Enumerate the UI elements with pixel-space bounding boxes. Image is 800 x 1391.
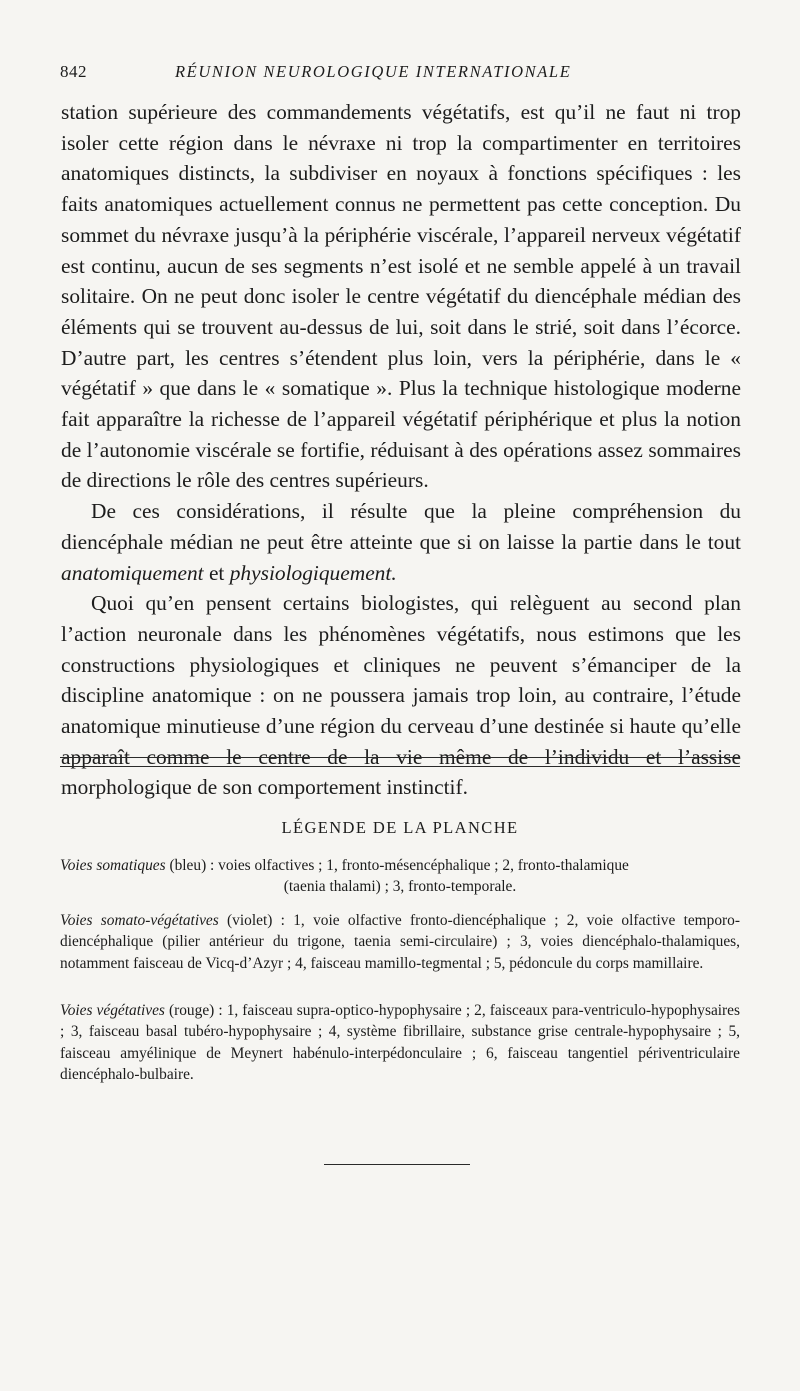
paragraph <box>61 496 741 588</box>
legend-entry-text: (bleu) : voies olfactives ; 1, fronto-mésencéphalique ; 2, fronto-thalamique <box>165 857 629 874</box>
paragraph-text: De ces considérations, il résulte que la pleine compréhension du diencéphale médian ne peut être atteinte que si on laisse la partie dans le tout <box>61 499 741 554</box>
legend-entry-vegetative <box>60 1000 740 1086</box>
emphasis-physiologiquement: physiologiquement. <box>229 560 397 585</box>
paragraph: Quoi qu’en pensent certains biologistes, qui relèguent au second plan l’action neuronale dans les phénomènes végétatifs, nous estimons que les constructions physiologiques et cliniques ne peuvent s’émanciper de la discipline anatomique : on ne poussera jamais trop loin, au contraire, l’étude anatomique minutieuse d’une région du cerveau d’une destinée si haute qu’elle apparaît comme le centre de la vie même de l’individu et l’assise morphologique de son comportement instinctif. <box>61 591 741 800</box>
emphasis-anatomiquement: anatomiquement <box>61 560 204 585</box>
legend-entry-somatic <box>60 855 740 898</box>
paragraph: station supérieure des commandements végétatifs, est qu’il ne faut ni trop isoler cette région dans le névraxe ni trop la compartimenter en territoires anatomiques distincts, la subdiviser en noyaux à fonctions spécifiques : les faits anatomiques actuellement connus ne permettent pas cette conception. Du sommet du névraxe jusqu’à la périphérie viscérale, l’appareil nerveux végétatif est continu, aucun de ses segments n’est isolé et ne semble appelé à un travail solitaire. On ne peut donc isoler le centre végétatif du diencéphale médian des éléments qui se trouvent au-dessus de lui, soit dans le strié, soit dans l’écorce. D’autre part, les centres s’étendent plus loin, vers la périphérie, dans le « végétatif » que dans le « somatique ». Plus la technique histologique moderne fait apparaître la richesse de l’appareil végétatif périphérique et plus la notion de l’autonomie viscérale se fortifie, réduisant à des opérations assez sommaires de directions le rôle des centres supérieurs. <box>61 100 741 493</box>
legend-entry-lead: Voies végétatives <box>60 1002 165 1019</box>
paragraph-text: et <box>203 560 230 585</box>
rule-line <box>60 766 740 767</box>
legend-entry-text: (violet) : 1, voie olfactive fronto-diencéphalique ; 2, voie olfactive temporo-diencéphalique (pilier antérieur du trigone, taenia semi-circulaire) ; 3, voies diencéphalo-thalamiques, notamment faisceau de Vicq-d’Azyr ; 4, faisceau mamillo-tegmental ; 5, pédoncule du corps mamillaire. <box>60 912 740 972</box>
legend-entry-text: (rouge) : 1, faisceau supra-optico-hypophysaire ; 2, faisceaux para-ventriculo-hypophysaires ; 3, faisceau basal tubéro-hypophysaire ; 4, système fibrillaire, substance grise centrale-hypophysaire ; 5, faisceau amyélinique de Meynert habénulo-interpédonculaire ; 6, faisceau tangentiel périventriculaire diencéphalo-bulbaire. <box>60 1002 740 1084</box>
legend-entry-lead: Voies somato-végétatives <box>60 912 219 929</box>
legend-heading: LÉGENDE DE LA PLANCHE <box>281 818 519 837</box>
short-rule-divider <box>324 1164 470 1165</box>
legend-entry-lead: Voies somatiques <box>60 857 166 874</box>
page-number: 842 <box>60 62 87 81</box>
running-title: RÉUNION NEUROLOGIQUE INTERNATIONALE <box>175 62 572 81</box>
legend-entry-somato-vegetative <box>60 910 740 974</box>
running-head <box>60 62 740 86</box>
rule-line <box>60 757 740 758</box>
body-text <box>61 97 741 803</box>
legend-entry-text: (taenia thalami) ; 3, fronto-temporale. <box>283 878 517 896</box>
